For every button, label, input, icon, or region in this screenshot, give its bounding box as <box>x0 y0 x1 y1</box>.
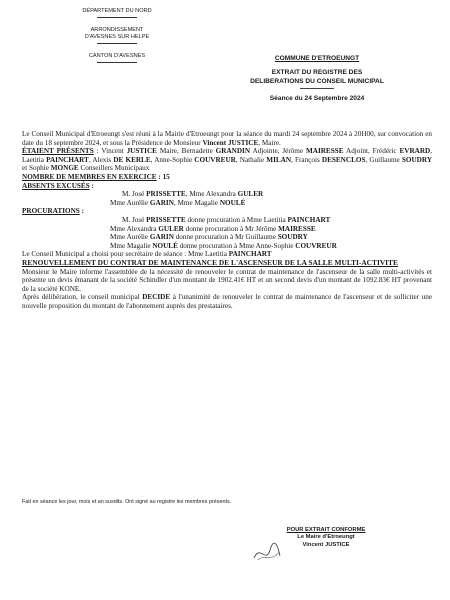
mayor-name: Vincent JUSTICE <box>302 541 350 548</box>
commune-header <box>246 55 388 104</box>
present-members: ÉTAIENT PRÉSENTS : Vincent JUSTICE Maire, Bernadette GRANDIN Adjointe, Jérôme MAIRESSE Adjoint, Frédéric EVRARD, Laetitia PAINCHART, Alexis DE KERLE, Anne-Sophie COUVREUR, Nathalie MILAN, François DESENCLOS, Guillaume SOUDRY et Sophie MONGE Conseillers Municipaux <box>22 147 433 173</box>
divider <box>300 88 334 89</box>
session-date: Séance du 24 Septembre 2024 <box>269 95 365 103</box>
commune-name: COMMUNE D'ETROEUNGT <box>274 55 360 62</box>
secretary-line: Le Conseil Municipal a choisi pour secrétaire de séance : Mme Laetitia PAINCHART <box>22 250 272 259</box>
member-count-label: NOMBRE DE MEMBRES EN EXERCICE <box>22 172 157 181</box>
president-name: Vincent JUSTICE <box>202 138 259 147</box>
absent-label: ABSENTS EXCUSÉS <box>22 181 90 190</box>
signature-block <box>272 527 380 549</box>
secretary-name: PAINCHART <box>228 250 272 259</box>
certified-extract-label: POUR EXTRAIT CONFORME <box>286 527 366 533</box>
closing-note: Fait en séance les jour, mois et an susdits. Ont signé au registre les membres présents. <box>22 499 232 505</box>
department-header <box>58 8 176 72</box>
extract-title-line2: DELIBERATIONS DU CONSEIL MUNICIPAL <box>250 77 384 85</box>
procuration-row: Mme Magalie NOULÉ donne procuration à Mme Anne-Sophie COUVREUR <box>110 241 337 250</box>
procuration-label-line: PROCURATIONS : <box>22 207 84 216</box>
arrondissement-line: ARRONDISSEMENT <box>90 27 144 33</box>
decision-keyword: DECIDE <box>142 293 171 302</box>
canton-name: CANTON D'AVESNES <box>88 53 146 59</box>
decision-paragraph: Après délibération, le conseil municipal DECIDE à l'unanimité de renouveler le contrat de maintenance de l'ascenseur et de solliciter une nouvelle proposition du montant de l'abonnement auprès des prestataires. <box>22 293 432 311</box>
procuration-label: PROCURATIONS <box>22 207 80 216</box>
divider <box>97 43 137 44</box>
extract-title-line1: EXTRAIT DU REGISTRE DES <box>271 69 363 77</box>
arrondissement-name: D'AVESNES SUR HELPE <box>84 34 150 40</box>
mayor-title: Le Maire d'Etroeungt <box>297 534 355 541</box>
member-count-value: : 15 <box>156 172 170 181</box>
absent-label-line: ABSENTS EXCUSÉS : <box>22 181 94 190</box>
department-name: DÉPARTEMENT DU NORD <box>82 8 152 14</box>
member-count <box>22 173 432 182</box>
divider <box>97 17 137 18</box>
intro-paragraph: Le Conseil Municipal d'Etroeungt s'est réuni à la Mairie d'Etroeungt pour la séance du mardi 24 septembre 2024 à 20H00, sur convocation en date du 18 septembre 2024, et sous la Présidence de Monsieur Vincent JUSTICE, Maire. <box>22 130 432 147</box>
minutes-body <box>22 130 432 311</box>
procuration-row: Mme Alexandra GULER donne procuration à Mr Jérôme MAIRESSE <box>110 224 316 233</box>
divider <box>97 62 137 63</box>
procuration-row: M. José PRISSETTE donne procuration à Mme Laetitia PAINCHART <box>122 215 331 224</box>
deliberation-paragraph: Monsieur le Maire informe l'assemblée de la nécessité de renouveler le contrat de maintenance de l'ascenseur de la salle multi-activités et présente un devis émanant de la société Schindler d'un montant de 1902.41€ HT et un second devis d'un montant de 1092.83€ HT provenant de la société KONE. <box>22 267 432 293</box>
procuration-row: Mme Aurélie GARIN donne procuration à Mr Guillaume SOUDRY <box>110 233 308 242</box>
present-label: ÉTAIENT PRÉSENTS <box>22 147 94 156</box>
absent-row: Mme Aurélie GARIN, Mme Magalie NOULÉ <box>110 198 246 207</box>
absent-row: M. José PRISSETTE, Mme Alexandra GULER <box>122 190 264 199</box>
deliberation-title: RENOUVELLEMENT DU CONTRAT DE MAINTENANCE DE L'ASCENSEUR DE LA SALLE MULTI-ACTIVITE <box>22 257 398 267</box>
